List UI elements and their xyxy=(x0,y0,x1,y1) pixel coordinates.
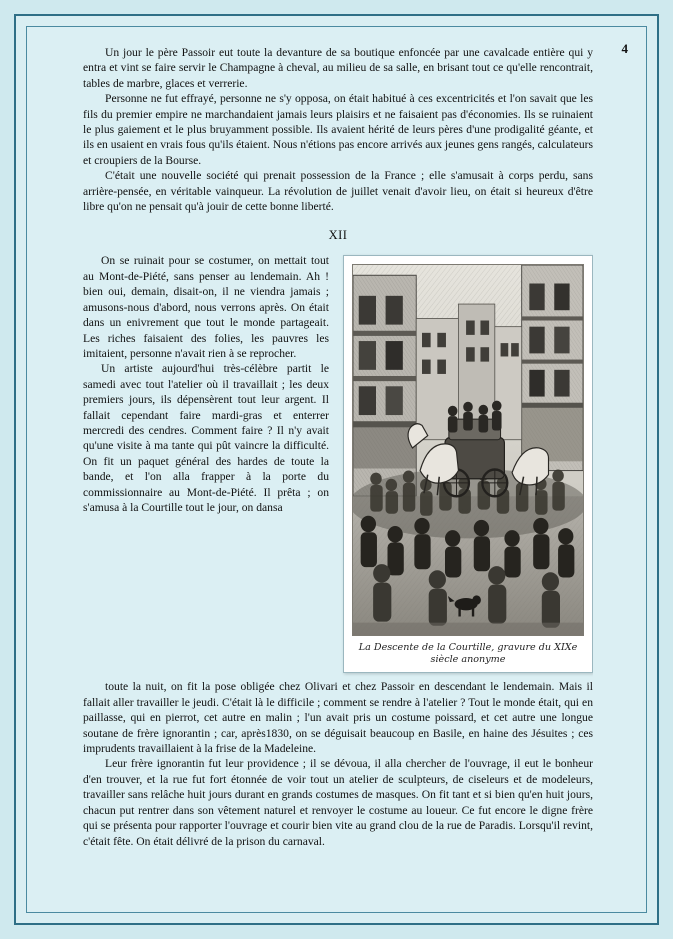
engraving-image xyxy=(352,264,584,636)
page-content xyxy=(83,45,593,849)
bottom-paragraph-2: Leur frère ignorantin fut leur providence ; il se dévoua, il alla chercher de l'ouvrage, il eut le bonheur d'en trouver, et la rue fut fort étonnée de voir tout un atelier de sculpteurs, de ciseleurs et de modeleurs, travailler sans relâche huit jours durant en grands costumes de masques. On fit tant et si bien qu'en huit jours, chacun put rentrer dans son vêtement naturel et renvoyer le costume au loueur. Ce fut encore le digne frère qui se présenta pour rapporter l'ouvrage et courir bien vite au grand clou de la rue de Paradis. Lorsqu'il revint, c'était fête. On était délivré de la prison du carnaval. xyxy=(83,757,593,848)
page-number: 4 xyxy=(621,41,628,56)
paragraph-1: Un jour le père Passoir eut toute la devanture de sa boutique enfoncée par une cavalcade entière qui y entra et vint se faire servir le Champagne à cheval, au milieu de sa salle, en brisant tout ce qu'elle rencontrait, tables de marbre, glaces et verrerie. xyxy=(83,46,593,90)
column-paragraph-1: On se ruinait pour se costumer, on mettait tout au Mont-de-Piété, sans penser au lendemain. Ah ! bien oui, demain, disait-on, il ne viendra jamais ; amusons-nous d'abord, nous verrons après. On était dans un enivrement que tout le monde partageait. Les riches faisaient des folies, les pauvres les imitaient, personne n'avait rien à se reprocher. xyxy=(83,254,329,360)
paragraph-2: Personne ne fut effrayé, personne ne s'y opposa, on était habitué à ces excentricités et l'on savait que les fils du premier empire ne marchandaient jamais leurs plaisirs et ne faisaient pas d'économies. Ils se ruinaient le plus gaiement et le plus bruyamment possible. Ils avaient hérité de leurs pères d'une prodigalité géante, et ils en usaient en vrais fous qu'ils étaient. Nous n'étions pas encore arrivés aux jeunes gens rangés, calculateurs et croupiers de la Bourse. xyxy=(83,92,593,167)
column-paragraph-2: Un artiste aujourd'hui très-célèbre partit le samedi avec tout l'atelier où il travaillait ; les deux premiers jours, ils dépensèrent tout leur argent. Il fallait cependant faire mardi-gras et enterrer mercredi des cendres. Comment faire ? Il n'y avait qu'une visite à ma tante qui pût vaincre la difficulté. On fit un paquet général des hardes de toute la bande, et l'on alla frapper à la porte du commissionnaire au Mont-de-Piété. Il prêta ; on s'amusa à la Courtille tout le jour, on dansa xyxy=(83,362,329,514)
page-inner-frame xyxy=(26,26,647,913)
figure-caption: La Descente de la Courtille, gravure du XIXe siècle anonyme xyxy=(358,642,578,666)
bottom-paragraph-1: toute la nuit, on fit la pose obligée chez Olivari et chez Passoir en descendant le lendemain. Mais il fallait aller travailler le jeudi. C'était là le difficile ; comment se rendre à l'atelier ? Tout le monde était, qui en paillasse, qui en pierrot, cet autre en malin ; l'un avait pris un costume poissard, et cet autre une longue soutane de frère ignorantin ; car, après1830, on se déguisait beaucoup en Basile, en haine des Jésuites ; ces imprudents travaillaient à la frise de la Madeleine. xyxy=(83,680,593,756)
figure-block xyxy=(343,255,593,673)
illustrated-section xyxy=(83,253,593,679)
document-page xyxy=(14,14,659,925)
paragraph-3: C'était une nouvelle société qui prenait possession de la France ; elle s'amusait à corps perdu, sans arrière-pensée, en véritable vainqueur. La révolution de juillet venait d'avoir lieu, on était si heureux d'être libre qu'on ne pensait qu'à jouir de cette bonne liberté. xyxy=(83,169,593,214)
chapter-heading: XII xyxy=(328,228,348,243)
bottom-text xyxy=(83,679,593,848)
